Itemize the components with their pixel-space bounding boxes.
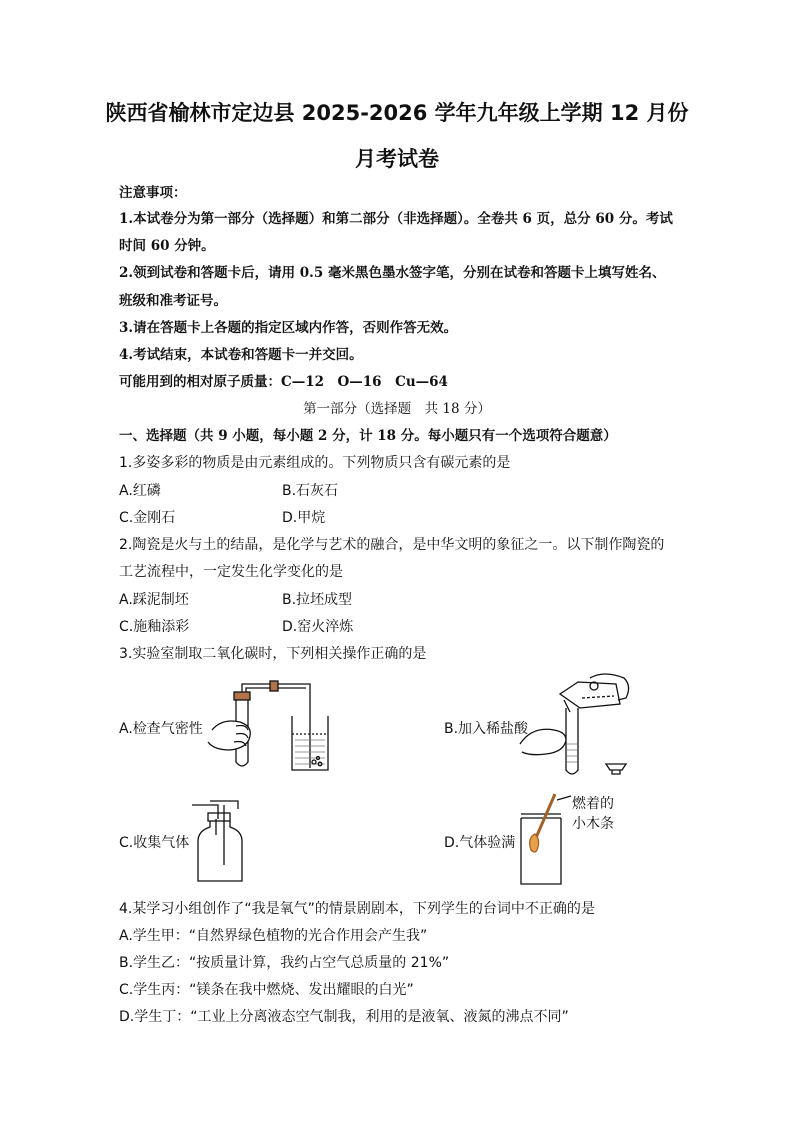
q2-option-c: C.施釉添彩 xyxy=(119,619,190,635)
page-title-line2: 月考试卷 xyxy=(355,147,439,171)
note-4: 4.考试结束，本试卷和答题卡一并交回。 xyxy=(119,347,363,363)
q1-stem: 1.多姿多彩的物质是由元素组成的。下列物质只含有碳元素的是 xyxy=(119,455,511,471)
q3-option-d: D.气体验满 xyxy=(444,835,516,851)
q2-option-a: A.踩泥制坯 xyxy=(119,592,189,608)
section1-title: 一、选择题（共 9 小题，每小题 2 分，计 18 分。每小题只有一个选项符合题意） xyxy=(119,428,617,444)
q2-option-b: B.拉坯成型 xyxy=(282,592,353,608)
stick-label-2: 小木条 xyxy=(572,816,614,832)
q1-option-b: B.石灰石 xyxy=(282,483,339,499)
note-2: 2.领到试卷和答题卡后，请用 0.5 毫米黑色墨水签字笔，分别在试卷和答题卡上填写姓名、 xyxy=(119,265,666,281)
q2-stem: 2.陶瓷是火与土的结晶，是化学与艺术的融合，是中华文明的象征之一。以下制作陶瓷的 xyxy=(119,537,665,553)
gas-collection-figure xyxy=(190,795,250,885)
q3-option-b: B.加入稀盐酸 xyxy=(444,721,529,737)
q3-option-c: C.收集气体 xyxy=(119,835,190,851)
add-acid-figure xyxy=(520,672,640,782)
atomic-masses: 可能用到的相对原子质量：C—12 O—16 Cu—64 xyxy=(119,374,448,390)
q4-option-b: B.学生乙：“按质量计算，我约占空气总质量的 21%” xyxy=(119,955,450,971)
q3-option-a: A.检查气密性 xyxy=(119,721,203,737)
notes-heading: 注意事项： xyxy=(119,185,187,201)
note-2-cont: 班级和准考证号。 xyxy=(119,293,227,309)
verify-full-figure xyxy=(515,790,595,890)
q4-option-d: D.学生丁：“工业上分离液态空气制我，利用的是液氧、液氮的沸点不同” xyxy=(119,1009,569,1025)
note-3: 3.请在答题卡上各题的指定区域内作答，否则作答无效。 xyxy=(119,320,458,336)
q2-option-d: D.窑火淬炼 xyxy=(282,619,354,635)
q2-stem-cont: 工艺流程中，一定发生化学变化的是 xyxy=(119,564,343,580)
page-title: 陕西省榆林市定边县 2025-2026 学年九年级上学期 12 月份 xyxy=(105,101,689,125)
note-1: 1.本试卷分为第一部分（选择题）和第二部分（非选择题）。全卷共 6 页，总分 60 分。考试 xyxy=(119,211,673,227)
stick-label-1: 燃着的 xyxy=(572,796,614,812)
q1-option-c: C.金刚石 xyxy=(119,510,176,526)
q4-option-c: C.学生丙：“镁条在我中燃烧、发出耀眼的白光” xyxy=(119,982,414,998)
airtightness-check-figure xyxy=(200,678,360,778)
part1-title: 第一部分（选择题 共 18 分） xyxy=(303,401,491,417)
q1-option-a: A.红磷 xyxy=(119,483,161,499)
q3-stem: 3.实验室制取二氧化碳时，下列相关操作正确的是 xyxy=(119,646,427,662)
q4-stem: 4.某学习小组创作了“我是氧气”的情景剧剧本，下列学生的台词中不正确的是 xyxy=(119,901,595,917)
q1-option-d: D.甲烷 xyxy=(282,510,326,526)
note-1-cont: 时间 60 分钟。 xyxy=(119,238,215,254)
q4-option-a: A.学生甲：“自然界绿色植物的光合作用会产生我” xyxy=(119,928,428,944)
